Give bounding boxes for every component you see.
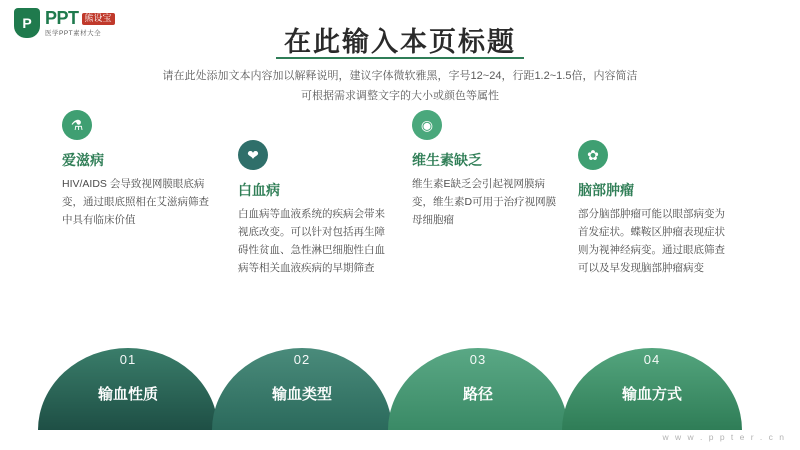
subtitle-line-1: 请在此处添加文本内容加以解释说明，建议字体微软雅黑，字号12~24，行距1.2~1.5倍，内容简洁: [162, 70, 638, 82]
title-underline: [276, 57, 524, 59]
logo-tagline: 医学PPT素材大全: [45, 29, 102, 37]
content-column-1: [62, 110, 212, 230]
column-1-heading: 爱滋病: [62, 152, 104, 168]
logo-brand-text: PPT: [45, 8, 79, 29]
heartbeat-icon: ❤: [238, 140, 268, 170]
arc-group: [0, 330, 800, 430]
arc-number-1: 01: [119, 352, 137, 367]
column-4-body: 部分脑部肿瘤可能以眼部病变为首发症状。蝶鞍区肿瘤表现症状则为视神经病变。通过眼底筛查可以及早发现脑部肿瘤病变: [578, 208, 725, 274]
arc-number-4: 04: [643, 352, 661, 367]
microscope-icon: ⚗: [62, 110, 92, 140]
column-2-heading: 白血病: [238, 182, 280, 198]
pill-icon: ◉: [412, 110, 442, 140]
arc-number-3: 03: [469, 352, 487, 367]
brain-icon: ✿: [578, 140, 608, 170]
arc-label-4[interactable]: [577, 352, 727, 404]
subtitle-line-2: 可根据需求调整文字的大小或颜色等属性: [301, 90, 499, 103]
arc-label-2[interactable]: [227, 352, 377, 404]
page-subtitle: [0, 66, 800, 107]
column-4-heading: 脑部肿瘤: [578, 182, 634, 198]
logo-badge: 熊设宝: [82, 13, 115, 25]
content-column-4: [578, 140, 728, 277]
arc-label-1[interactable]: [53, 352, 203, 404]
column-3-heading: 维生素缺乏: [412, 152, 482, 168]
content-column-3: [412, 110, 562, 230]
page-title: 在此输入本页标题: [284, 27, 516, 57]
arc-name-2: 输血类型: [271, 386, 332, 403]
column-2-body: 白血病等血液系统的疾病会带来视底改变。可以针对包括再生障碍性贫血、急性淋巴细胞性白血病等相关血液疾病的早期筛查: [238, 208, 385, 274]
column-1-body: HIV/AIDS 会导致视网膜眼底病变，通过眼底照相在艾滋病筛查中具有临床价值: [62, 178, 209, 226]
content-column-2: [238, 140, 388, 277]
arc-name-1: 输血性质: [97, 386, 158, 403]
arc-number-2: 02: [293, 352, 311, 367]
arc-name-3: 路径: [462, 386, 493, 403]
watermark: w w w . p p t e r . c n: [662, 432, 786, 442]
shield-icon: P: [14, 8, 40, 38]
column-3-body: 维生素E缺乏会引起视网膜病变，维生素D可用于治疗视网膜母细胞瘤: [412, 178, 557, 226]
arc-label-3[interactable]: [403, 352, 553, 404]
arc-name-4: 输血方式: [621, 386, 682, 403]
